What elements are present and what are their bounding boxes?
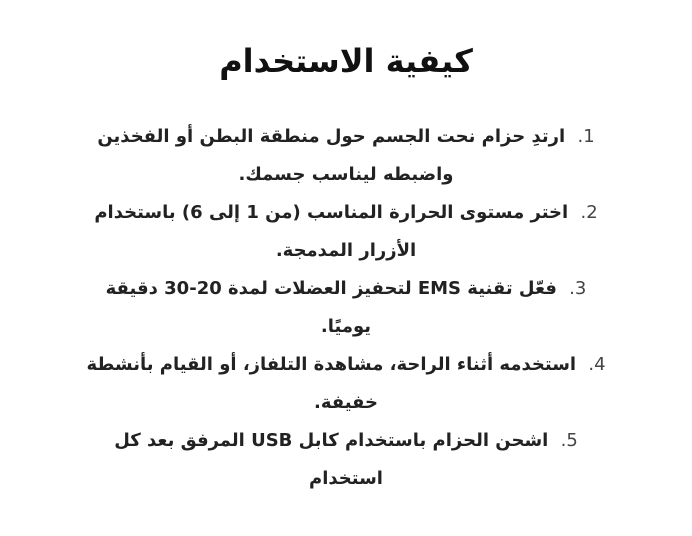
step-number: 2. [580, 202, 598, 223]
step-number: 5. [560, 430, 578, 451]
step-item [86, 270, 606, 346]
step-item [86, 194, 606, 270]
step-item [86, 118, 606, 194]
step-item [86, 422, 606, 498]
step-text: ارتدِ حزام نحت الجسم حول منطقة البطن أو الفخذين واضبطه ليناسب جسمك. [97, 126, 566, 185]
step-text: استخدمه أثناء الراحة، مشاهدة التلفاز، أو القيام بأنشطة خفيفة. [86, 354, 577, 413]
step-text: اشحن الحزام باستخدام كابل USB المرفق بعد كل استخدام [114, 430, 549, 489]
step-number: 1. [577, 126, 595, 147]
steps-list [86, 118, 606, 498]
step-number: 3. [569, 278, 587, 299]
step-text: فعّل تقنية EMS لتحفيز العضلات لمدة 20-30 دقيقة يوميًا. [105, 278, 557, 337]
step-item [86, 346, 606, 422]
step-text: اختر مستوى الحرارة المناسب (من 1 إلى 6) باستخدام الأزرار المدمجة. [94, 202, 569, 261]
page-title: كيفية الاستخدام [219, 42, 473, 80]
step-number: 4. [588, 354, 606, 375]
